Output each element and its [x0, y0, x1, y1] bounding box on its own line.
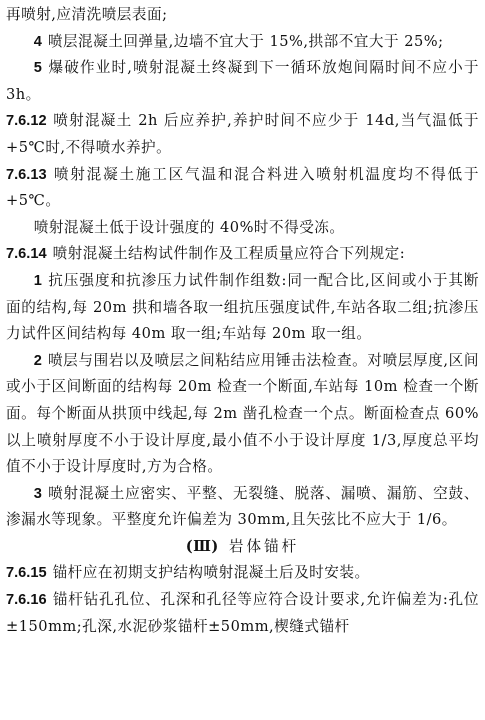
clause-number: 7.6.16: [6, 592, 47, 609]
paragraph-text: 喷射混凝土低于设计强度的 40%时不得受冻。: [33, 218, 345, 236]
item-number: 3: [33, 485, 42, 502]
paragraph-note: [6, 215, 479, 242]
clause-text: 喷射混凝土施工区气温和混合料进入喷射机温度均不得低于+5℃。: [6, 165, 479, 210]
list-item-2: [6, 348, 479, 481]
item-text: 抗压强度和抗渗压力试件制作组数:同一配合比,区间或小于其断面的结构,每 20m 拱和墙各取一组抗压强度试件,车站各取二组;抗渗压力试件区间结构每 40m 取一组;车站每 20m 取一组。: [6, 271, 479, 343]
clause-number: 7.6.15: [6, 565, 47, 582]
clause-7-6-12: [6, 108, 479, 161]
item-text: 喷射混凝土应密实、平整、无裂缝、脱落、漏喷、漏筋、空鼓、渗漏水等现象。平整度允许偏差为 30mm,且矢弦比不应大于 1/6。: [6, 484, 479, 529]
clause-text: 喷射混凝土结构试件制作及工程质量应符合下列规定:: [52, 245, 406, 263]
clause-text: 喷射混凝土 2h 后应养护,养护时间不应少于 14d,当气温低于+5℃时,不得喷水养护。: [6, 112, 479, 156]
clause-text: 锚杆钻孔孔位、孔深和孔径等应符合设计要求,允许偏差为:孔位±150mm;孔深,水泥砂浆锚杆±50mm,楔缝式锚杆: [6, 591, 479, 635]
item-number: 5: [33, 60, 42, 77]
clause-number: 7.6.12: [6, 113, 47, 130]
clause-7-6-14: [6, 241, 479, 268]
list-item-3: [6, 481, 479, 534]
paragraph-text: 再喷射,应清洗喷层表面;: [6, 6, 168, 23]
clause-7-6-15: [6, 560, 479, 587]
clause-text: 锚杆应在初期支护结构喷射混凝土后及时安装。: [52, 564, 370, 582]
list-item-5: [6, 55, 479, 108]
item-text: 喷层与围岩以及喷层之间粘结应用锤击法检查。对喷层厚度,区间或小于区间断面的结构每 20m 检查一个断面,车站每 10m 检查一个断面。每个断面从拱顶中线起,每 2m 凿孔检查一个点。断面检查点 60%以上喷射厚度不小于设计厚度,最小值不小于设计厚度 1/3,厚度总平均值不小于设计厚度时,方为合格。: [6, 351, 479, 476]
list-item-1: [6, 268, 479, 348]
clause-7-6-16: [6, 587, 479, 640]
section-number: (Ⅲ): [185, 537, 219, 555]
clause-number: 7.6.13: [6, 166, 47, 183]
item-number: 1: [33, 272, 42, 289]
paragraph-continuation: [6, 2, 479, 29]
section-heading: [6, 534, 479, 561]
item-text: 喷层混凝土回弹量,边墙不宜大于 15%,拱部不宜大于 25%;: [47, 32, 444, 50]
clause-number: 7.6.14: [6, 246, 47, 263]
item-number: 4: [33, 33, 42, 50]
item-number: 2: [33, 352, 42, 369]
section-title: 岩体锚杆: [228, 537, 300, 555]
item-text: 爆破作业时,喷射混凝土终凝到下一循环放炮间隔时间不应小于 3h。: [6, 59, 479, 103]
clause-7-6-13: [6, 162, 479, 215]
list-item-4: [6, 29, 479, 56]
